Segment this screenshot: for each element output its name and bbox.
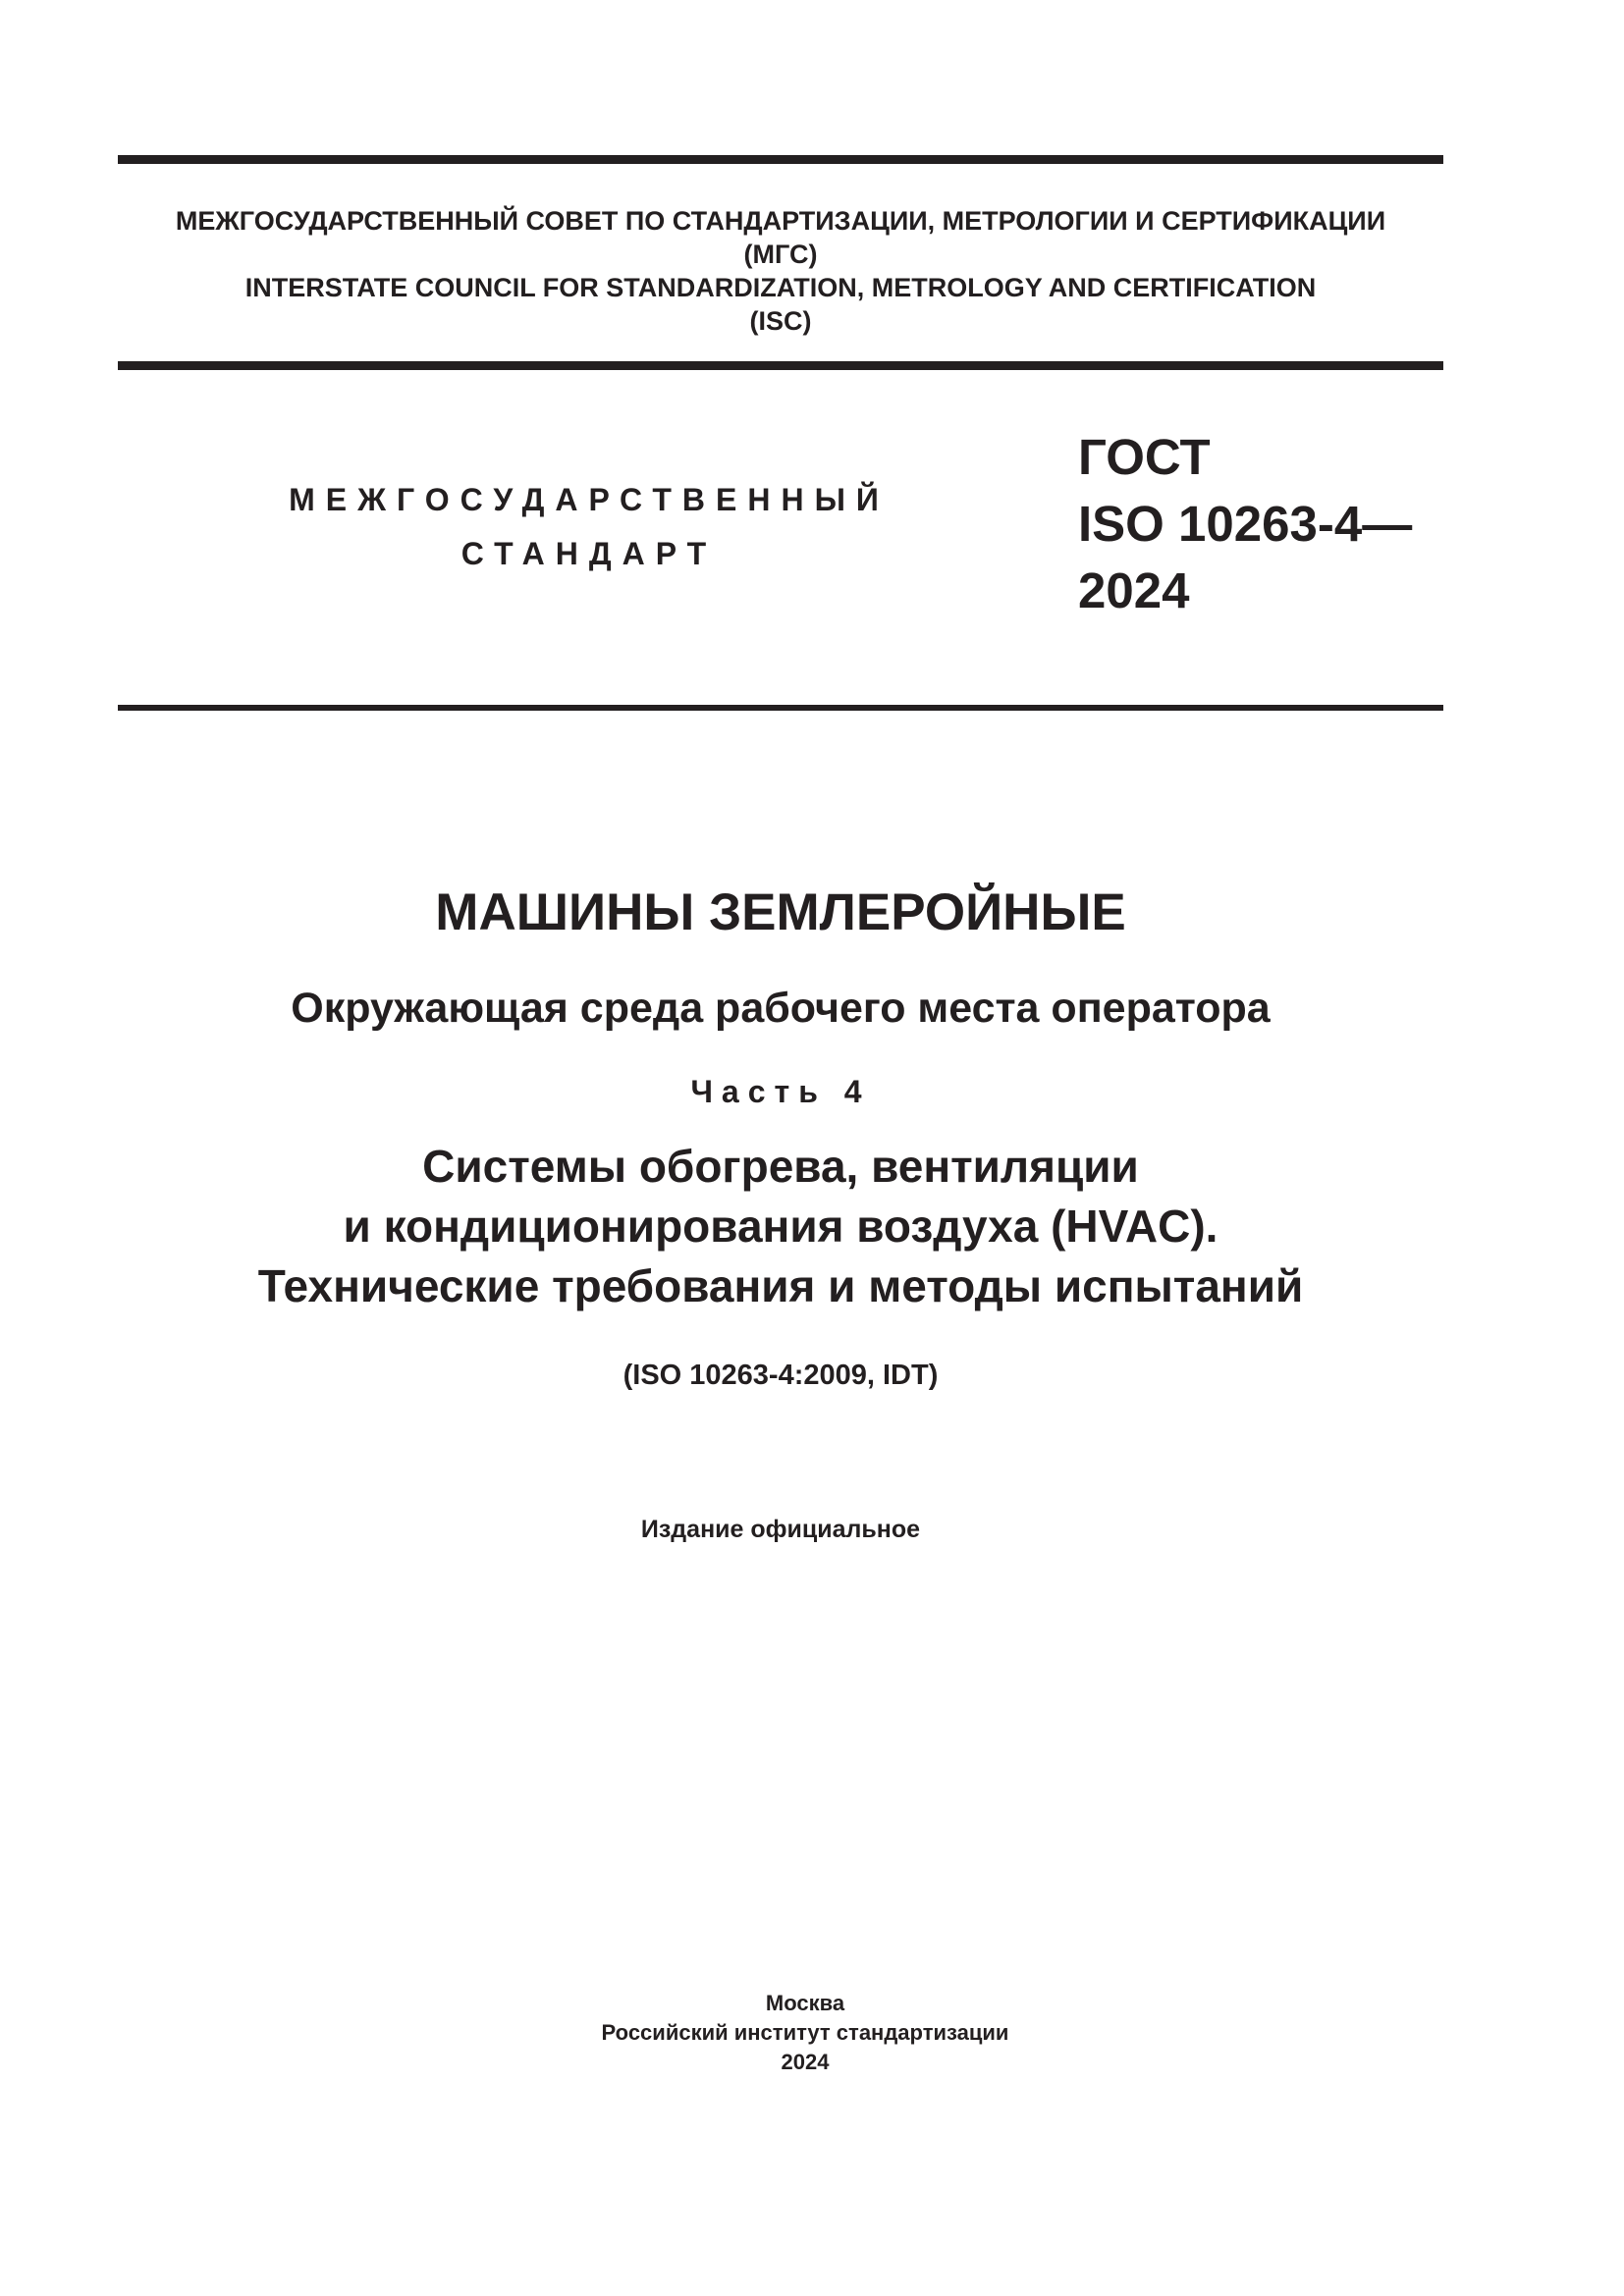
standard-type-label bbox=[255, 473, 923, 581]
part-number: Часть 4 bbox=[690, 1074, 871, 1109]
title-block bbox=[118, 883, 1443, 1393]
standard-type-line2: СТАНДАРТ bbox=[460, 536, 718, 571]
main-title: МАШИНЫ ЗЕМЛЕРОЙНЫЕ bbox=[435, 883, 1126, 941]
middle-rule bbox=[118, 361, 1443, 370]
part-title-line: и кондиционирования воздуха (HVAC). bbox=[343, 1201, 1218, 1252]
council-name-en: INTERSTATE COUNCIL FOR STANDARDIZATION, METROLOGY AND CERTIFICATION bbox=[244, 273, 1317, 302]
top-rule bbox=[118, 155, 1443, 164]
subtitle: Окружающая среда рабочего места оператора bbox=[291, 985, 1271, 1032]
council-abbr-en: (ISC) bbox=[749, 306, 812, 336]
bottom-rule bbox=[118, 705, 1443, 711]
standard-type-line1: МЕЖГОСУДАРСТВЕННЫЙ bbox=[289, 482, 890, 517]
part-title-line: Технические требования и методы испытаний bbox=[257, 1260, 1304, 1311]
standard-code-line1: ГОСТ bbox=[1078, 429, 1211, 485]
council-abbr-ru: (МГС) bbox=[743, 240, 818, 269]
standard-code-line2: ISO 10263-4— bbox=[1078, 496, 1413, 552]
iso-reference: (ISO 10263-4:2009, IDT) bbox=[623, 1360, 939, 1391]
council-header bbox=[118, 204, 1443, 338]
standard-code-line3: 2024 bbox=[1078, 562, 1190, 618]
council-name-ru: МЕЖГОСУДАРСТВЕННЫЙ СОВЕТ ПО СТАНДАРТИЗАЦИИ, МЕТРОЛОГИИ И СЕРТИФИКАЦИИ bbox=[175, 206, 1386, 236]
imprint bbox=[118, 1989, 1492, 2077]
imprint-publisher: Российский институт стандартизации bbox=[601, 2020, 1009, 2045]
part-title-line: Системы обогрева, вентиляции bbox=[422, 1141, 1139, 1192]
imprint-city: Москва bbox=[765, 1991, 845, 2015]
part-title bbox=[118, 1137, 1443, 1316]
standard-designation bbox=[1078, 424, 1490, 624]
imprint-year: 2024 bbox=[781, 2050, 830, 2074]
edition-note: Издание официальное bbox=[640, 1516, 921, 1543]
